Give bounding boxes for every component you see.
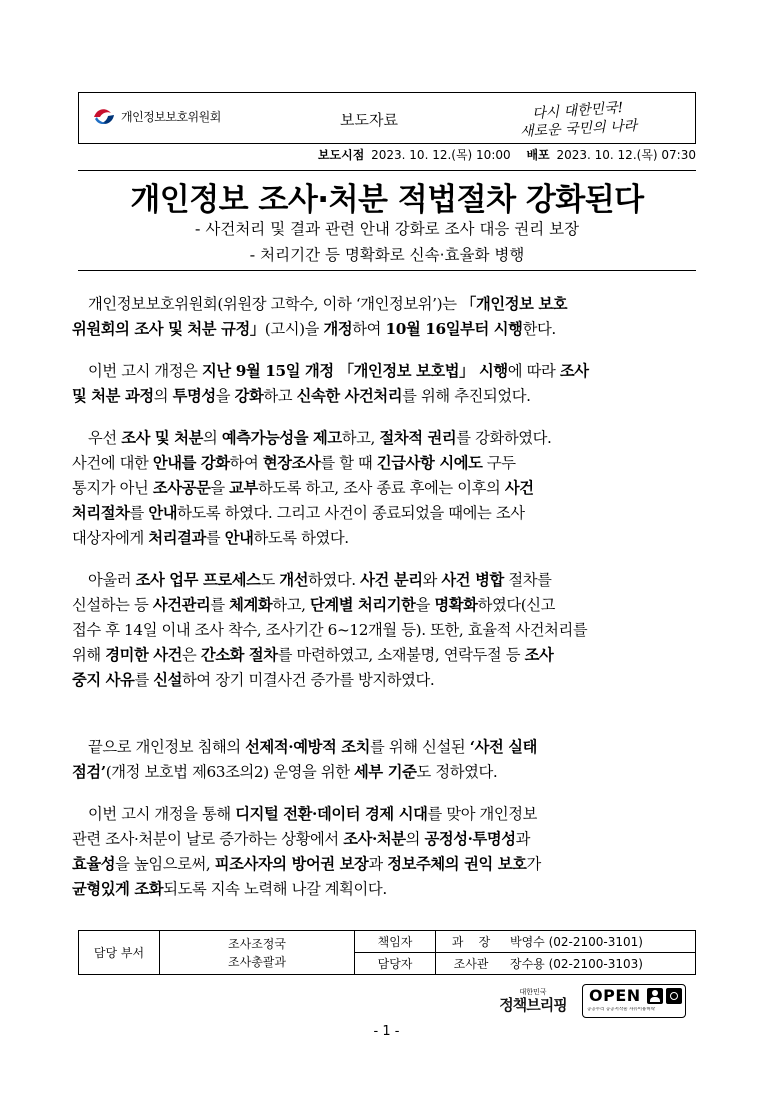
body-text: 를 (205, 529, 225, 547)
body-text: 를 (129, 504, 149, 522)
body-text: 통지가 아닌 (72, 479, 153, 497)
emphasis-text: 절차적 권리 (379, 429, 457, 447)
main-title: 개인정보 조사·처분 적법절차 강화된다 (130, 182, 644, 218)
body-text: 과 (368, 855, 388, 873)
emphasis-text: 및 처분 과정 (72, 387, 154, 405)
emphasis-text: 안내 (224, 529, 254, 547)
body-text: 되도록 지속 노력해 나갈 계획이다. (163, 880, 387, 898)
body-text: 의 (405, 830, 425, 848)
emphasis-text: 조사 업무 프로세스 (135, 571, 261, 589)
paragraph (72, 735, 702, 785)
emphasis-text: 체계화 (229, 596, 273, 614)
body-text: 사건에 대한 (72, 454, 153, 472)
paragraph-line (72, 476, 702, 501)
emphasis-text: 현장조사 (262, 454, 321, 472)
body-text: 를 마련하였고, 소재불명, 연락두절 등 (277, 646, 525, 664)
paragraph-line (72, 827, 702, 852)
body-text: 를 (134, 671, 154, 689)
contact-person: 박영수 (02-2100-3101) (506, 931, 696, 953)
body-text: 절차를 (503, 571, 552, 589)
slogan-line1: 다시 대한민국! (531, 99, 624, 123)
body-text: 하도록 하였다. 그리고 사건이 종료되었을 때에는 조사 (177, 504, 525, 522)
emphasis-text: 지난 9월 15일 개정 「개인정보 보호법」 시행 (202, 362, 508, 380)
emphasis-text: 균형있게 조화 (72, 880, 164, 898)
body-text: 를 강화하였다. (456, 429, 552, 447)
body-text: 을 (415, 596, 435, 614)
emphasis-text: 피조사자의 방어권 보장 (214, 855, 369, 873)
body-text: 의 (202, 429, 222, 447)
page-number: - 1 - (373, 1024, 400, 1039)
emphasis-text: 사건 (504, 479, 534, 497)
document-type: 보도자료 (340, 111, 398, 129)
body-text: 이번 고시 개정은 (88, 362, 203, 380)
organization-name: 개인정보보호위원회 (121, 110, 221, 124)
emphasis-text: 단계별 처리기한 (310, 596, 416, 614)
emphasis-text: 예측가능성을 제고 (221, 429, 342, 447)
paragraph-line (72, 317, 702, 342)
license-type-icon (666, 988, 682, 1004)
body-text: 과 (515, 830, 531, 848)
body-text: 를 할 때 (320, 454, 377, 472)
body-text: 위해 (72, 646, 106, 664)
emphasis-text: 개선 (279, 571, 309, 589)
emphasis-text: 처리결과 (148, 529, 206, 547)
contact-title: 과 장 (436, 931, 507, 953)
emphasis-text: 정보주체의 권익 보호 (387, 855, 527, 873)
emphasis-text: 신속한 사건처리 (296, 387, 403, 405)
emphasis-text: 점검’ (72, 763, 106, 781)
body-text: 신설하는 등 (72, 596, 153, 614)
contact-role: 담당자 (355, 953, 436, 975)
emphasis-text: 10월 16일부터 시행 (385, 320, 523, 338)
emphasis-text: 세부 기준 (354, 763, 417, 781)
paragraph-line (72, 384, 702, 409)
body-text: 를 위해 추진되었다. (402, 387, 531, 405)
distribute-value: 2023. 10. 12.(목) 07:30 (556, 148, 696, 162)
paragraph-line (72, 802, 702, 827)
body-text: 을 높임으로써, (115, 855, 215, 873)
paragraph-line (72, 735, 702, 760)
license-attribution-icon (647, 988, 663, 1004)
paragraph-line (72, 568, 702, 593)
body-text: 하도록 하고, 조사 종료 후에는 이후의 (257, 479, 505, 497)
emphasis-text: 조사 (524, 646, 554, 664)
release-label: 보도시점 (317, 148, 365, 162)
body-text: 하였다(신고 (477, 596, 556, 614)
emphasis-text: 효율성 (72, 855, 116, 873)
body-text: 도 (260, 571, 280, 589)
emphasis-text: 사건관리 (152, 596, 211, 614)
body-text: 끝으로 개인정보 침해의 (88, 738, 246, 756)
emphasis-text: 명확화 (434, 596, 478, 614)
paragraph (72, 292, 702, 342)
body-text: 도 정하였다. (416, 763, 498, 781)
emphasis-text: 긴급사항 시에도 (376, 454, 483, 472)
dept-names (160, 931, 355, 975)
body-text: (고시)을 (264, 320, 324, 338)
body-text: 의 (153, 387, 173, 405)
briefing-big-text: 정책브리핑 (499, 996, 567, 1014)
body-text: 하고, (272, 596, 310, 614)
emphasis-text: 중지 사유 (72, 671, 135, 689)
dept-line2: 조사총괄과 (228, 954, 286, 969)
emphasis-text: 강화 (234, 387, 264, 405)
body-text: (개정 보호법 제63조의2) 운영을 위한 (105, 763, 355, 781)
government-logo-icon (92, 104, 116, 128)
paragraph-line (72, 292, 702, 317)
emphasis-text: 개정 (323, 320, 353, 338)
dept-line1: 조사조정국 (228, 936, 286, 951)
paragraph-line (72, 451, 702, 476)
paragraph-line (72, 668, 702, 693)
body-text: 우선 (88, 429, 122, 447)
body-text: 구두 (482, 454, 516, 472)
policy-briefing-logo (494, 988, 572, 1014)
body-text: 을 (210, 479, 230, 497)
subtitle-2: - 처리기간 등 명확화로 신속·효율화 병행 (249, 246, 525, 264)
body-text: 하고, (341, 429, 380, 447)
body-text: 하여 장기 미결사건 증가를 방지하였다. (182, 671, 435, 689)
emphasis-text: 신설 (153, 671, 183, 689)
body-text: 관련 조사·처분이 날로 증가하는 상황에서 (72, 830, 344, 848)
paragraph-line (72, 643, 702, 668)
paragraph-line (72, 359, 702, 384)
body-text: 가 (526, 855, 541, 873)
body-text: 이번 고시 개정을 통해 (88, 805, 236, 823)
distribute-label: 배포 (526, 148, 550, 162)
emphasis-text: 디지털 전환·데이터 경제 시대 (235, 805, 428, 823)
footer-logos (490, 984, 690, 1018)
body-text: 하여 (352, 320, 386, 338)
emphasis-text: 교부 (229, 479, 258, 497)
contact-person: 장수용 (02-2100-3103) (506, 953, 696, 975)
body-text: 를 (210, 596, 230, 614)
emphasis-text: 조사 및 처분 (121, 429, 203, 447)
body-text: 하였다. (308, 571, 361, 589)
emphasis-text: 공정성·투명성 (424, 830, 516, 848)
dept-label: 담당 부서 (79, 931, 160, 975)
contact-role: 책임자 (355, 931, 436, 953)
paragraph (72, 568, 702, 693)
briefing-small-text: 대한민국 (519, 988, 547, 996)
emphasis-text: 사건 분리 (360, 571, 423, 589)
paragraph (72, 802, 702, 902)
emphasis-text: 위원회의 조사 및 처분 규정」 (72, 320, 265, 338)
paragraph-line (72, 760, 702, 785)
body-text: 대상자에게 (72, 529, 149, 547)
slogan-line2: 새로운 국민의 나라 (519, 117, 638, 141)
emphasis-text: 처리절차 (72, 504, 130, 522)
paragraph-line (72, 501, 702, 526)
paragraph-line (72, 593, 702, 618)
body-text: 를 맞아 개인정보 (427, 805, 538, 823)
body-text: 하고 (263, 387, 297, 405)
emphasis-text: 투명성 (172, 387, 216, 405)
paragraph (72, 426, 702, 551)
body-text: 한다. (522, 320, 556, 338)
body-text: 개인정보보호위원회(위원장 고학수, 이하 ‘개인정보위’)는 (88, 295, 462, 313)
emphasis-text: 선제적·예방적 조치 (245, 738, 371, 756)
emphasis-text: 조사·처분 (343, 830, 406, 848)
contact-table (78, 930, 696, 975)
paragraph-line (72, 426, 702, 451)
body-text: 에 따라 (507, 362, 560, 380)
emphasis-text: 경미한 사건 (105, 646, 183, 664)
body-text: 아울러 (88, 571, 136, 589)
emphasis-text: 「개인정보 보호 (461, 295, 568, 313)
body-text: 은 (182, 646, 201, 664)
body-text: 와 (422, 571, 442, 589)
emphasis-text: 간소화 절차 (200, 646, 278, 664)
release-value: 2023. 10. 12.(목) 10:00 (371, 148, 511, 162)
emphasis-text: 조사공문 (152, 479, 211, 497)
open-license-badge (582, 984, 686, 1018)
release-date-row (78, 146, 696, 163)
open-sub-text: 공공누리 공공저작물 자유이용허락 (587, 1007, 656, 1012)
emphasis-text: 안내를 강화 (152, 454, 230, 472)
emphasis-text: 안내 (148, 504, 178, 522)
body-text: 하도록 하였다. (253, 529, 349, 547)
body-text: 하여 (229, 454, 263, 472)
emphasis-text: 조사 (559, 362, 589, 380)
paragraph-line (72, 852, 702, 877)
subtitle-1: - 사건처리 및 결과 관련 안내 강화로 조사 대응 권리 보장 (194, 220, 580, 238)
paragraph-line (72, 526, 702, 551)
emphasis-text: ‘사전 실태 (469, 738, 538, 756)
paragraph-line (72, 877, 702, 902)
paragraph-line (72, 618, 702, 643)
emphasis-text: 사건 병합 (441, 571, 504, 589)
body-text: 를 위해 신설된 (370, 738, 470, 756)
body-text: 을 (215, 387, 235, 405)
body-text: 접수 후 14일 이내 조사 착수, 조사기간 6~12개월 등). 또한, 효율적 사건처리를 (72, 621, 588, 639)
contact-title: 조사관 (436, 953, 507, 975)
paragraph (72, 359, 702, 409)
open-text: OPEN (589, 986, 641, 1005)
